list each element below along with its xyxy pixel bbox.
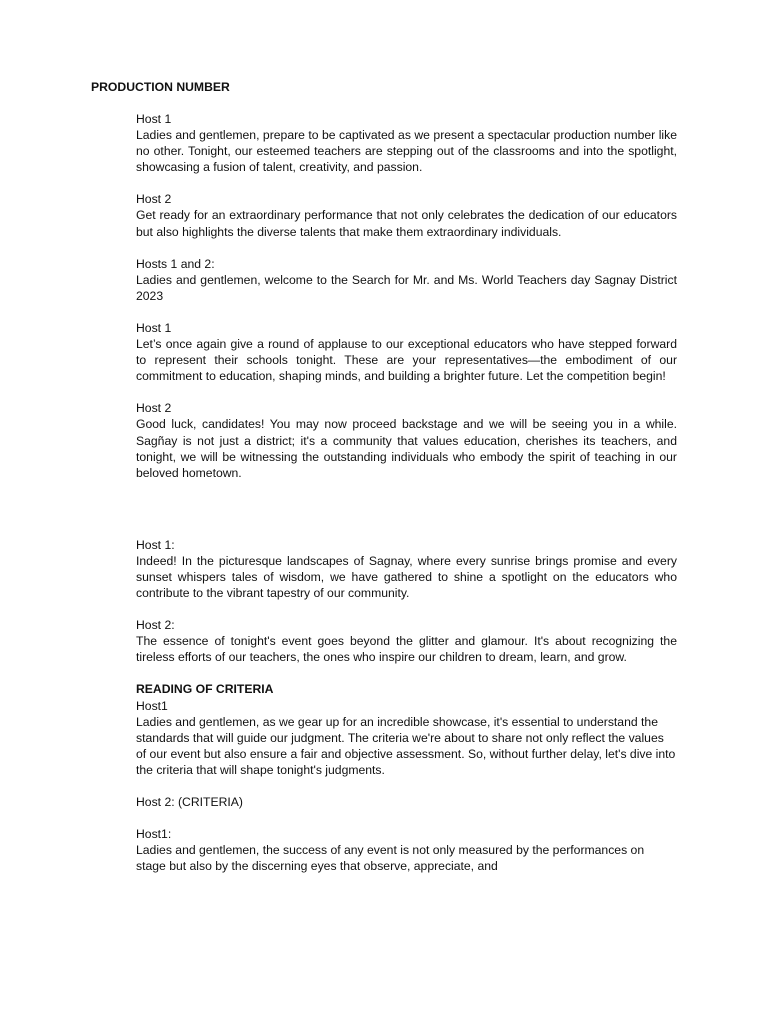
blank-space <box>136 497 677 537</box>
speaker-label: Host 2 <box>136 192 172 207</box>
speaker-label: Host 1 <box>136 320 172 335</box>
speaker-text: Ladies and gentlemen, as we gear up for an incredible showcase, it's essential to understand the standards that will guide our judgment. The criteria we're about to share not only reflect the values of our event but also ensure a fair and objective assessment. So, without further delay, let's dive into the criteria that will shape tonight's judgments. <box>136 714 676 777</box>
script-block-6 <box>136 537 677 601</box>
section-criteria <box>136 681 677 778</box>
script-block-1 <box>136 111 677 175</box>
speaker-label: Host 1 <box>136 112 172 126</box>
speaker-text: The essence of tonight's event goes beyond the glitter and glamour. It's about recognizing the tireless efforts of our teachers, the ones who inspire our children to dream, learn, and grow. <box>136 634 677 665</box>
speaker-label: Host 1: <box>136 537 175 552</box>
speaker-label: Host 2 <box>136 401 172 416</box>
script-block-2 <box>136 191 677 239</box>
speaker-text: Ladies and gentlemen, prepare to be captivated as we present a spectacular production number like no other. Tonight, our esteemed teachers are stepping out of the classrooms and into the spotlight, showcasing a fusion of talent, creativity, and passion. <box>136 128 677 175</box>
speaker-text: Ladies and gentlemen, the success of any event is not only measured by the performances on stage but also by the discerning eyes that observe, appreciate, and <box>136 843 645 874</box>
section-heading: READING OF CRITERIA <box>136 682 274 697</box>
script-block-criteria-host1 <box>136 826 677 874</box>
speaker-label: Host1 <box>136 698 168 713</box>
speaker-text: Ladies and gentlemen, welcome to the Search for Mr. and Ms. World Teachers day Sagnay District 2023 <box>136 272 677 303</box>
document-body <box>136 111 677 890</box>
speaker-text: Let’s once again give a round of applause to our exceptional educators who have stepped forward to represent their schools tonight. These are your representatives—the embodiment of our commitment to education, shaping minds, and building a brighter future. Let the competition begin! <box>136 337 677 384</box>
script-block-4 <box>136 320 677 384</box>
document-title: PRODUCTION NUMBER <box>91 80 230 94</box>
speaker-label: Hosts 1 and 2: <box>136 256 215 271</box>
speaker-text: Get ready for an extraordinary performance that not only celebrates the dedication of our educators but also highlights the diverse talents that make them extraordinary individuals. <box>136 208 677 239</box>
speaker-label: Host1: <box>136 827 172 842</box>
speaker-label: Host 2: (CRITERIA) <box>136 795 243 809</box>
script-block-5 <box>136 400 677 480</box>
script-block-7 <box>136 617 677 665</box>
script-block-criteria-host2 <box>136 794 677 810</box>
speaker-label: Host 2: <box>136 618 175 633</box>
script-block-3 <box>136 256 677 304</box>
speaker-text: Indeed! In the picturesque landscapes of Sagnay, where every sunrise brings promise and every sunset whispers tales of wisdom, we have gathered to shine a spotlight on the educators who contribute to the vibrant tapestry of our community. <box>136 553 677 601</box>
speaker-text: Good luck, candidates! You may now proceed backstage and we will be seeing you in a while. Sagñay is not just a district; it's a community that values education, cherishes its teachers, and tonight, we will be witnessing the outstanding individuals who embody the spirit of teaching in our beloved hometown. <box>136 417 677 480</box>
